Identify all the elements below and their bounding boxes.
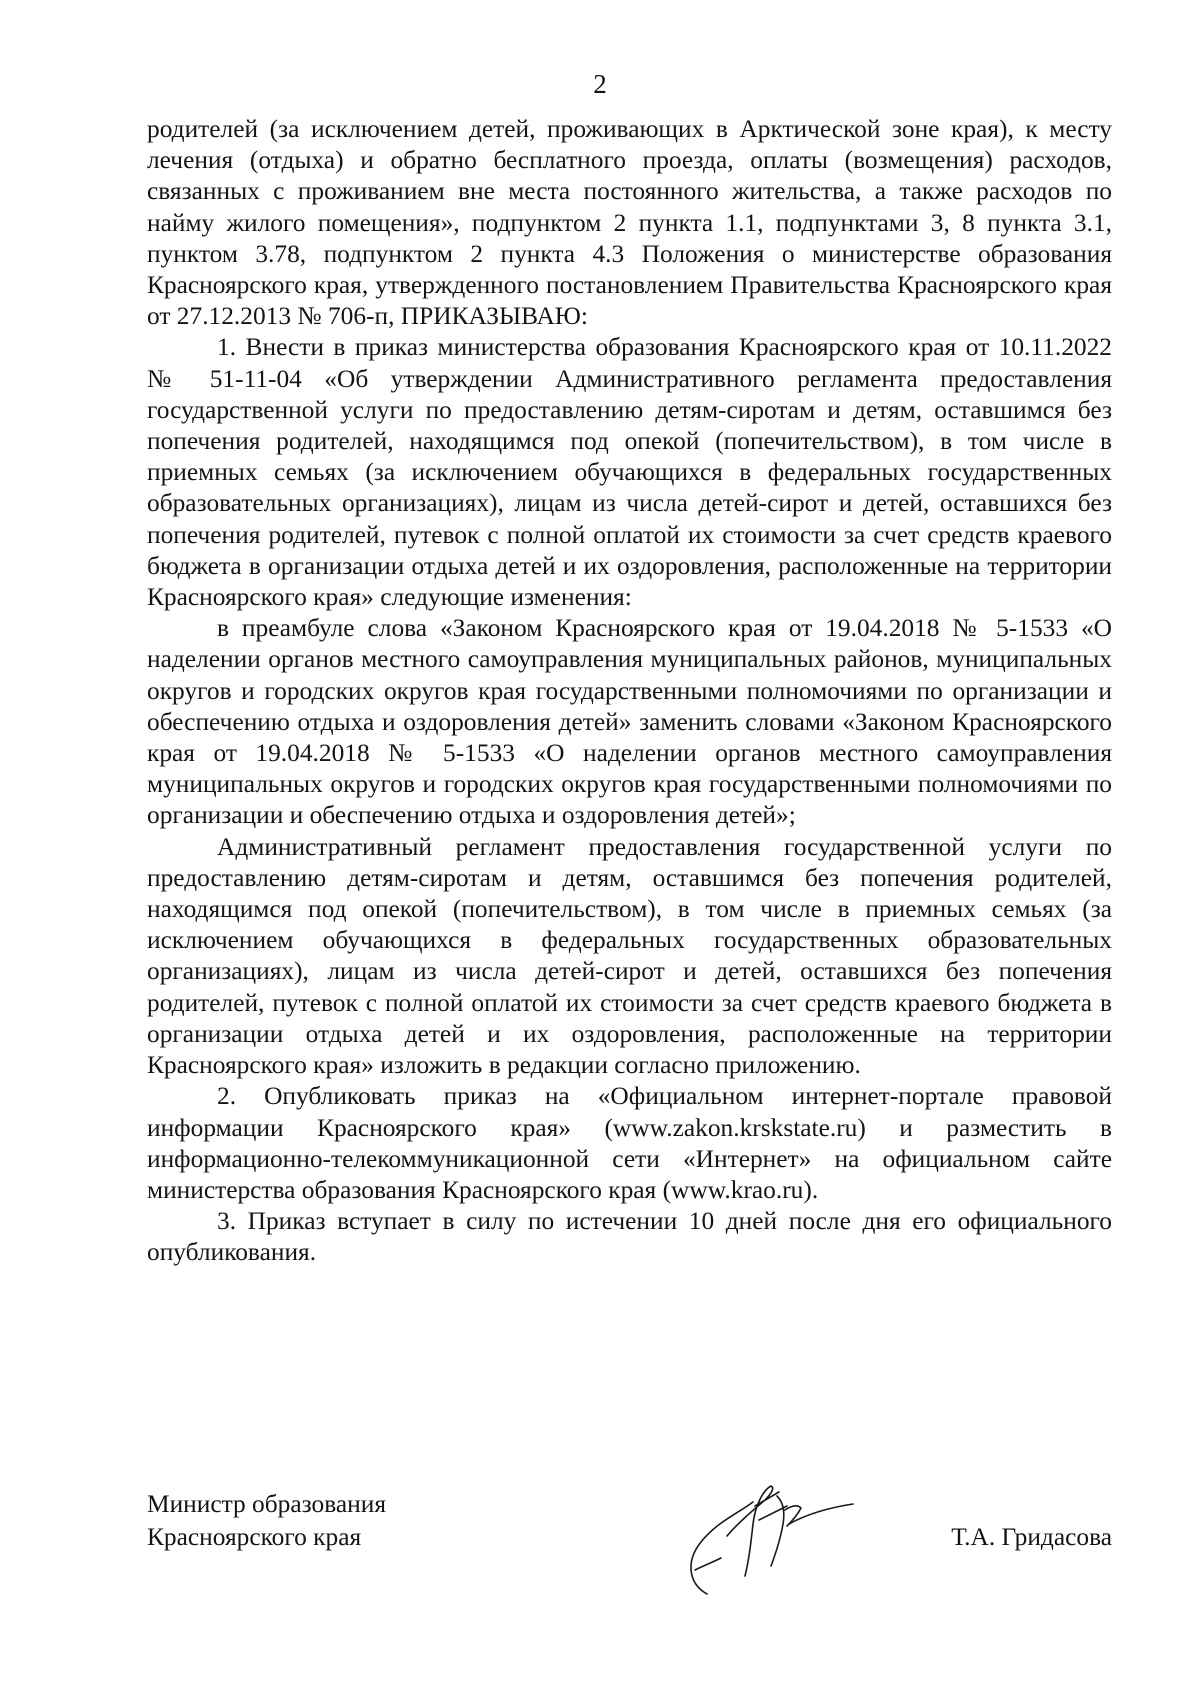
paragraph-item-1: 1. Внести в приказ министерства образования Красноярского края от 10.11.2022 № 51-11-04 «Об утверждении Административного регламента предоставления государственной услуги по предоставлению детям-сиротам и детям, оставшимся без попечения родителей, находящимся под опекой (попечительством), в том числе в приемных семьях (за исключением обучающихся в федеральных государственных образовательных организациях), лицам из числа детей-сирот и детей, оставшихся без попечения родителей, путевок с полной оплатой их стоимости за счет средств краевого бюджета в организации отдыха детей и их оздоровления, расположенные на территории Красноярского края» следующие изменения: xyxy=(147,333,1112,612)
paragraph-item-1-regulation-change: Административный регламент предоставления государственной услуги по предоставлению детям-сиротам и детям, оставшимся без попечения родителей, находящимся под опекой (попечительством), в том числе в приемных семьях (за исключением обучающихся в федеральных государственных образовательных организациях), лицам из числа детей-сирот и детей, оставшихся без попечения родителей, путевок с полной оплатой их стоимости за счет средств краевого бюджета в организации отдыха детей и их оздоровления, расположенные на территории Красноярского края» изложить в редакции согласно приложению. xyxy=(147,832,1112,1080)
signer-position-line-2: Красноярского края xyxy=(147,1523,362,1551)
handwritten-signature xyxy=(667,1466,867,1606)
signer-position-line-1: Министр образования xyxy=(147,1490,386,1518)
paragraph-item-3: 3. Приказ вступает в силу по истечении 10 дней после дня его официального опубликования. xyxy=(147,1207,1112,1267)
page-number: 2 xyxy=(593,69,607,99)
signer-name: Т.А. Гридасова xyxy=(951,1523,1112,1551)
paragraph-preamble-continuation: родителей (за исключением детей, проживающих в Арктической зоне края), к месту лечения (отдыха) и обратно бесплатного проезда, оплаты (возмещения) расходов, связанных с проживанием вне места постоянного жительства, а также расходов по найму жилого помещения», подпунктом 2 пункта 1.1, подпунктами 3, 8 пункта 3.1, пунктом 3.78, подпунктом 2 пункта 4.3 Положения о министерстве образования Красноярского края, утвержденного постановлением Правительства Красноярского края от 27.12.2013 № 706-п, ПРИКАЗЫВАЮ: xyxy=(147,115,1112,331)
signer-position xyxy=(147,1488,386,1554)
paragraph-item-1-preamble-change: в преамбуле слова «Законом Красноярского края от 19.04.2018 № 5-1533 «О наделении органов местного самоуправления муниципальных районов, муниципальных округов и городских округов края государственными полномочиями по организации и обеспечению отдыха и оздоровления детей» заменить словами «Законом Красноярского края от 19.04.2018 № 5-1533 «О наделении органов местного самоуправления муниципальных округов и городских округов края государственными полномочиями по организации и обеспечению отдыха и оздоровления детей»; xyxy=(147,614,1112,830)
signature-block xyxy=(147,1488,1112,1598)
document-body xyxy=(147,114,1112,1269)
paragraph-item-2: 2. Опубликовать приказ на «Официальном интернет-портале правовой информации Красноярского края» (www.zakon.krskstate.ru) и разместить в информационно-телекоммуникационной сети «Интернет» на официальном сайте министерства образования Красноярского края (www.krao.ru). xyxy=(147,1082,1112,1204)
